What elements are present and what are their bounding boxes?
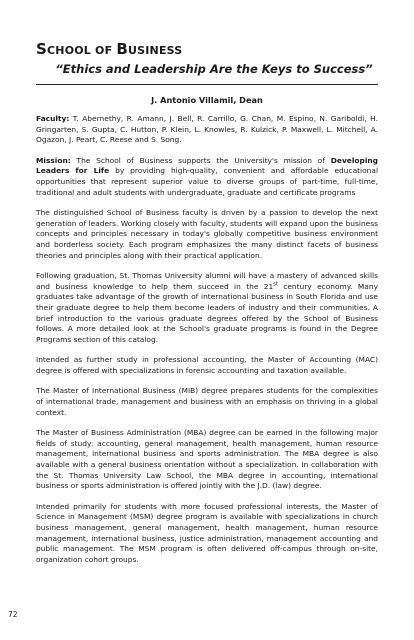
mission-paragraph [36,156,378,198]
mib-paragraph: The Master of International Business (MIB) degree prepares students for the complexities of international trade, management and business with an emphasis on thriving in a global context. [36,386,378,417]
graduation-text-after: century economy. Many graduates take advantage of the growth of international business in South Florida and use their graduate degree to help them become leaders of industry and their communities. A brief introduction to the various graduate degrees offered by the School of Business follows. A more detailed look at the School's graduate programs is found in the Degree Programs section of this catalog. [36,281,378,344]
superscript-st: st [273,281,278,288]
mission-bold-phrase: Developing Leaders for Life [36,155,378,176]
dean-name: J. Antonio Villamil, Dean [151,95,263,105]
graduation-paragraph [36,271,378,345]
faculty-names: T. Abernethy, R. Amann, J. Bell, R. Carrillo, G. Chan, M. Espino, N. Gariboldi, H. Gringarten, S. Gupta, C. Hutton, P. Klein, L. Knowles, R. Kulzick, P. Maxwell, L. Mitchell, A. Ogazon, J. Peart, C. Reese and S. Song. [36,114,378,145]
catalog-page [36,40,378,575]
graduation-text-before: Following graduation, St. Thomas University alumni will have a mastery of advanced skills and business knowledge to help them succeed in the 21 [36,271,378,291]
page-number: 72 [8,610,18,619]
faculty-description-paragraph: The distinguished School of Business faculty is driven by a passion to develop the next generation of leaders. Working closely with faculty, students will expand upon the business concepts and principles necessary in today's globally competitive business environment and borderless society. Each program emphasizes the many distinct facets of business theories and principles along with their practical application. [36,208,378,260]
mac-paragraph: Intended as further study in professional accounting, the Master of Accounting (MAC) degree is offered with specializations in forensic accounting and taxation available. [36,355,378,375]
title-initial-b: B [116,40,128,58]
mba-paragraph: The Master of Business Administration (MBA) degree can be earned in the following major fields of study: accounting, general management, health management, human resource management, international business and sports administration. The MBA degree is also available with a general business orientation without a specialization. In collaboration with the St. Thomas University Law School, the MBA degree in accounting, international business or sports administration is offered jointly with the J.D. (law) degree. [36,428,378,491]
mission-label: Mission: [36,155,71,165]
msm-paragraph: Intended primarily for students with more focused professional interests, the Master of Science in Management (MSM) degree program is available with specializations in church business management, general management, health management, human resource management, international business, justice administration, management accounting and public management. The MSM program is often delivered off-campus through on-site, organization cohort groups. [36,501,378,564]
tagline: “Ethics and Leadership Are the Keys to Success” [55,62,373,76]
title-part-chool: CHOOL OF [47,44,117,57]
faculty-paragraph [36,114,378,146]
divider-rule [36,84,378,85]
mission-text-after: by providing high-quality, convenient and affordable educational opportunities that represent superior value to diverse groups of part-time, full-time, traditional and adult students with undergraduate, graduate and certificate programs [36,166,379,197]
mission-text-before: The School of Business supports the University's mission of [70,155,331,165]
section-title [36,40,378,58]
title-initial-s: S [36,40,48,58]
faculty-label: Faculty: [36,114,70,123]
title-part-usiness: USINESS [127,44,183,57]
